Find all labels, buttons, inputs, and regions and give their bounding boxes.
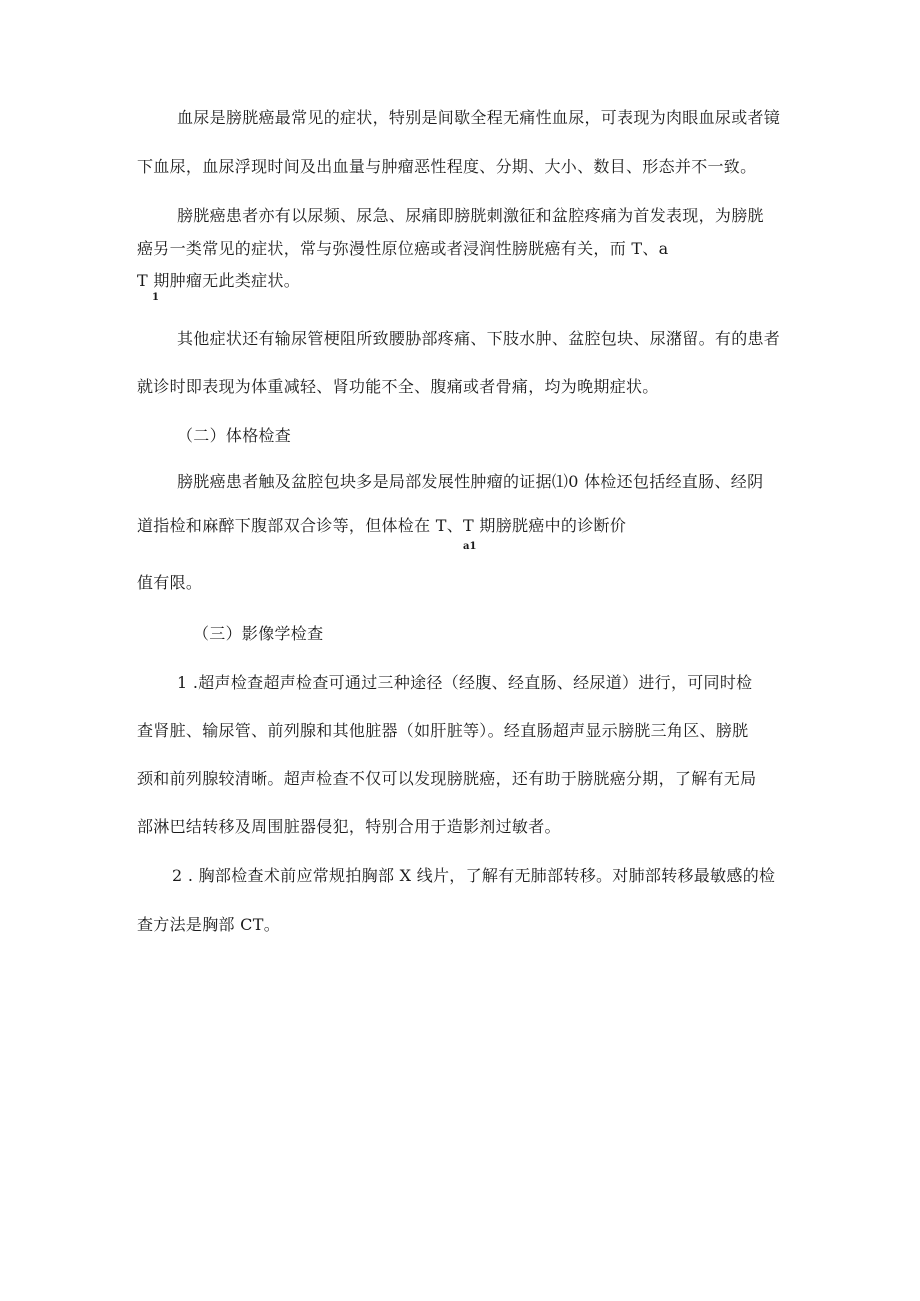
paragraph-2-line-3: T 期肿瘤无此类症状。 [137,271,301,290]
paragraph-3-line-1: 其他症状还有输尿管梗阻所致腰胁部疼痛、下肢水肿、盆腔包块、尿潴留。有的患者 [177,329,781,348]
paragraph-1-line-1: 血尿是膀胱癌最常见的症状，特别是间歇全程无痛性血尿，可表现为肉眼血尿或者镜 [177,108,781,127]
paragraph-5-line-1: 膀胱癌患者触及盆腔包块多是局部发展性肿瘤的证据⑴0 体检还包括经直肠、经阴 [177,472,764,491]
paragraph-7-line-3: 颈和前列腺较清晰。超声检查不仅可以发现膀胱癌，还有助于膀胱癌分期，了解有无局 [137,769,757,788]
paragraph-7-line-4: 部淋巴结转移及周围脏器侵犯，特别合用于造影剂过敏者。 [137,817,561,836]
paragraph-2-subscript: 1 [152,292,159,303]
paragraph-2-line-2: 癌另一类常见的症状，常与弥漫性原位癌或者浸润性膀胱癌有关，而 T、a [137,239,669,258]
paragraph-1-line-2: 下血尿，血尿浮现时间及出血量与肿瘤恶性程度、分期、大小、数目、形态并不一致。 [137,157,757,176]
section-heading-physical-exam: （二）体格检查 [177,426,292,445]
paragraph-5-subscript: a1 [463,541,477,552]
paragraph-5-line-3: 值有限。 [137,573,203,592]
paragraph-5-line-2: 道指检和麻醉下腹部双合诊等，但体检在 T、T 期膀胱癌中的诊断价 [137,516,627,535]
paragraph-8-line-1: 2 . 胸部检查术前应常规拍胸部 X 线片，了解有无肺部转移。对肺部转移最敏感的检 [172,866,776,885]
paragraph-8-line-2: 查方法是胸部 CT。 [137,915,281,934]
paragraph-3-line-2: 就诊时即表现为体重减轻、肾功能不全、腹痛或者骨痛，均为晚期症状。 [137,377,659,396]
section-heading-imaging: （三）影像学检查 [193,624,324,643]
paragraph-2-line-1: 膀胱癌患者亦有以尿频、尿急、尿痛即膀胱刺激征和盆腔疼痛为首发表现，为膀胱 [177,206,764,225]
paragraph-7-line-2: 查肾脏、输尿管、前列腺和其他脏器（如肝脏等）。经直肠超声显示膀胱三角区、膀胱 [137,721,749,740]
paragraph-7-line-1: 1 .超声检查超声检查可通过三种途径（经腹、经直肠、经尿道）进行，可同时检 [177,673,753,692]
